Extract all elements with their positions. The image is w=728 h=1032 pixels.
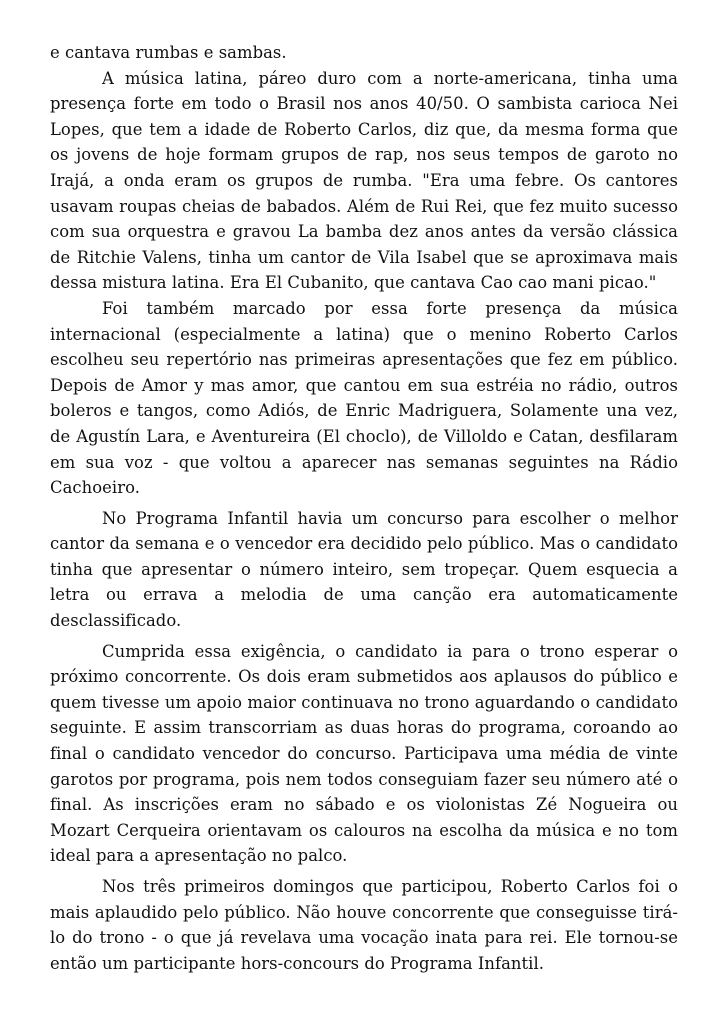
paragraph-trono: Cumprida essa exigência, o candidato ia para o trono esperar o próximo concorrente. Os dois eram submetidos aos aplausos do público e quem tivesse um apoio maior continuava no trono aguardando o candidato seguinte. E assim transcorriam as duas horas do programa, coroando ao final o candidato vencedor do concurso. Participava uma média de vinte garotos por programa, pois nem todos conseguiam fazer seu número até o final. As inscrições eram no sábado e os violonistas Zé Nogueira ou Mozart Cerqueira orientavam os calouros na escolha da música e no tom ideal para a apresentação no palco. [50,641,678,866]
paragraph-domingos: Nos três primeiros domingos que participou, Roberto Carlos foi o mais aplaudido pelo público. Não houve concorrente que conseguisse tirá-lo do trono - o que já revelava uma vocação inata para rei. Ele tornou-se então um participante hors-concours do Programa Infantil. [50,877,678,973]
paragraph-musica-latina: A música latina, páreo duro com a norte-americana, tinha uma presença forte em todo o Brasil nos anos 40/50. O sambista carioca Nei Lopes, que tem a idade de Roberto Carlos, diz que, da mesma forma que os jovens de hoje formam grupos de rap, nos seus tempos de garoto no Irajá, a onda eram os grupos de rumba. "Era uma febre. Os cantores usavam roupas cheias de babados. Além de Rui Rei, que fez muito sucesso com sua orquestra e gravou La bamba dez anos antes da versão clássica de Ritchie Valens, tinha um cantor de Vila Isabel que se aproximava mais dessa mistura latina. Era El Cubanito, que cantava Cao cao mani picao." [50,68,678,293]
paragraph-concurso: No Programa Infantil havia um concurso para escolher o melhor cantor da semana e o vencedor era decidido pelo público. Mas o candidato tinha que apresentar o número inteiro, sem tropeçar. Quem esquecia a letra ou errava a melodia de uma canção era automaticamente desclassificado. [50,508,678,631]
document-page [50,40,678,976]
paragraph-continuation: e cantava rumbas e sambas. [50,43,287,62]
paragraph-repertorio: Foi também marcado por essa forte presença da música internacional (especialmente a latina) que o menino Roberto Carlos escolheu seu repertório nas primeiras apresentações que fez em público. Depois de Amor y mas amor, que cantou em sua estréia no rádio, outros boleros e tangos, como Adiós, de Enric Madriguera, Solamente una vez, de Agustín Lara, e Aventureira (El choclo), de Villoldo e Catan, desfilaram em sua voz - que voltou a aparecer nas semanas seguintes na Rádio Cachoeiro. [50,298,678,498]
